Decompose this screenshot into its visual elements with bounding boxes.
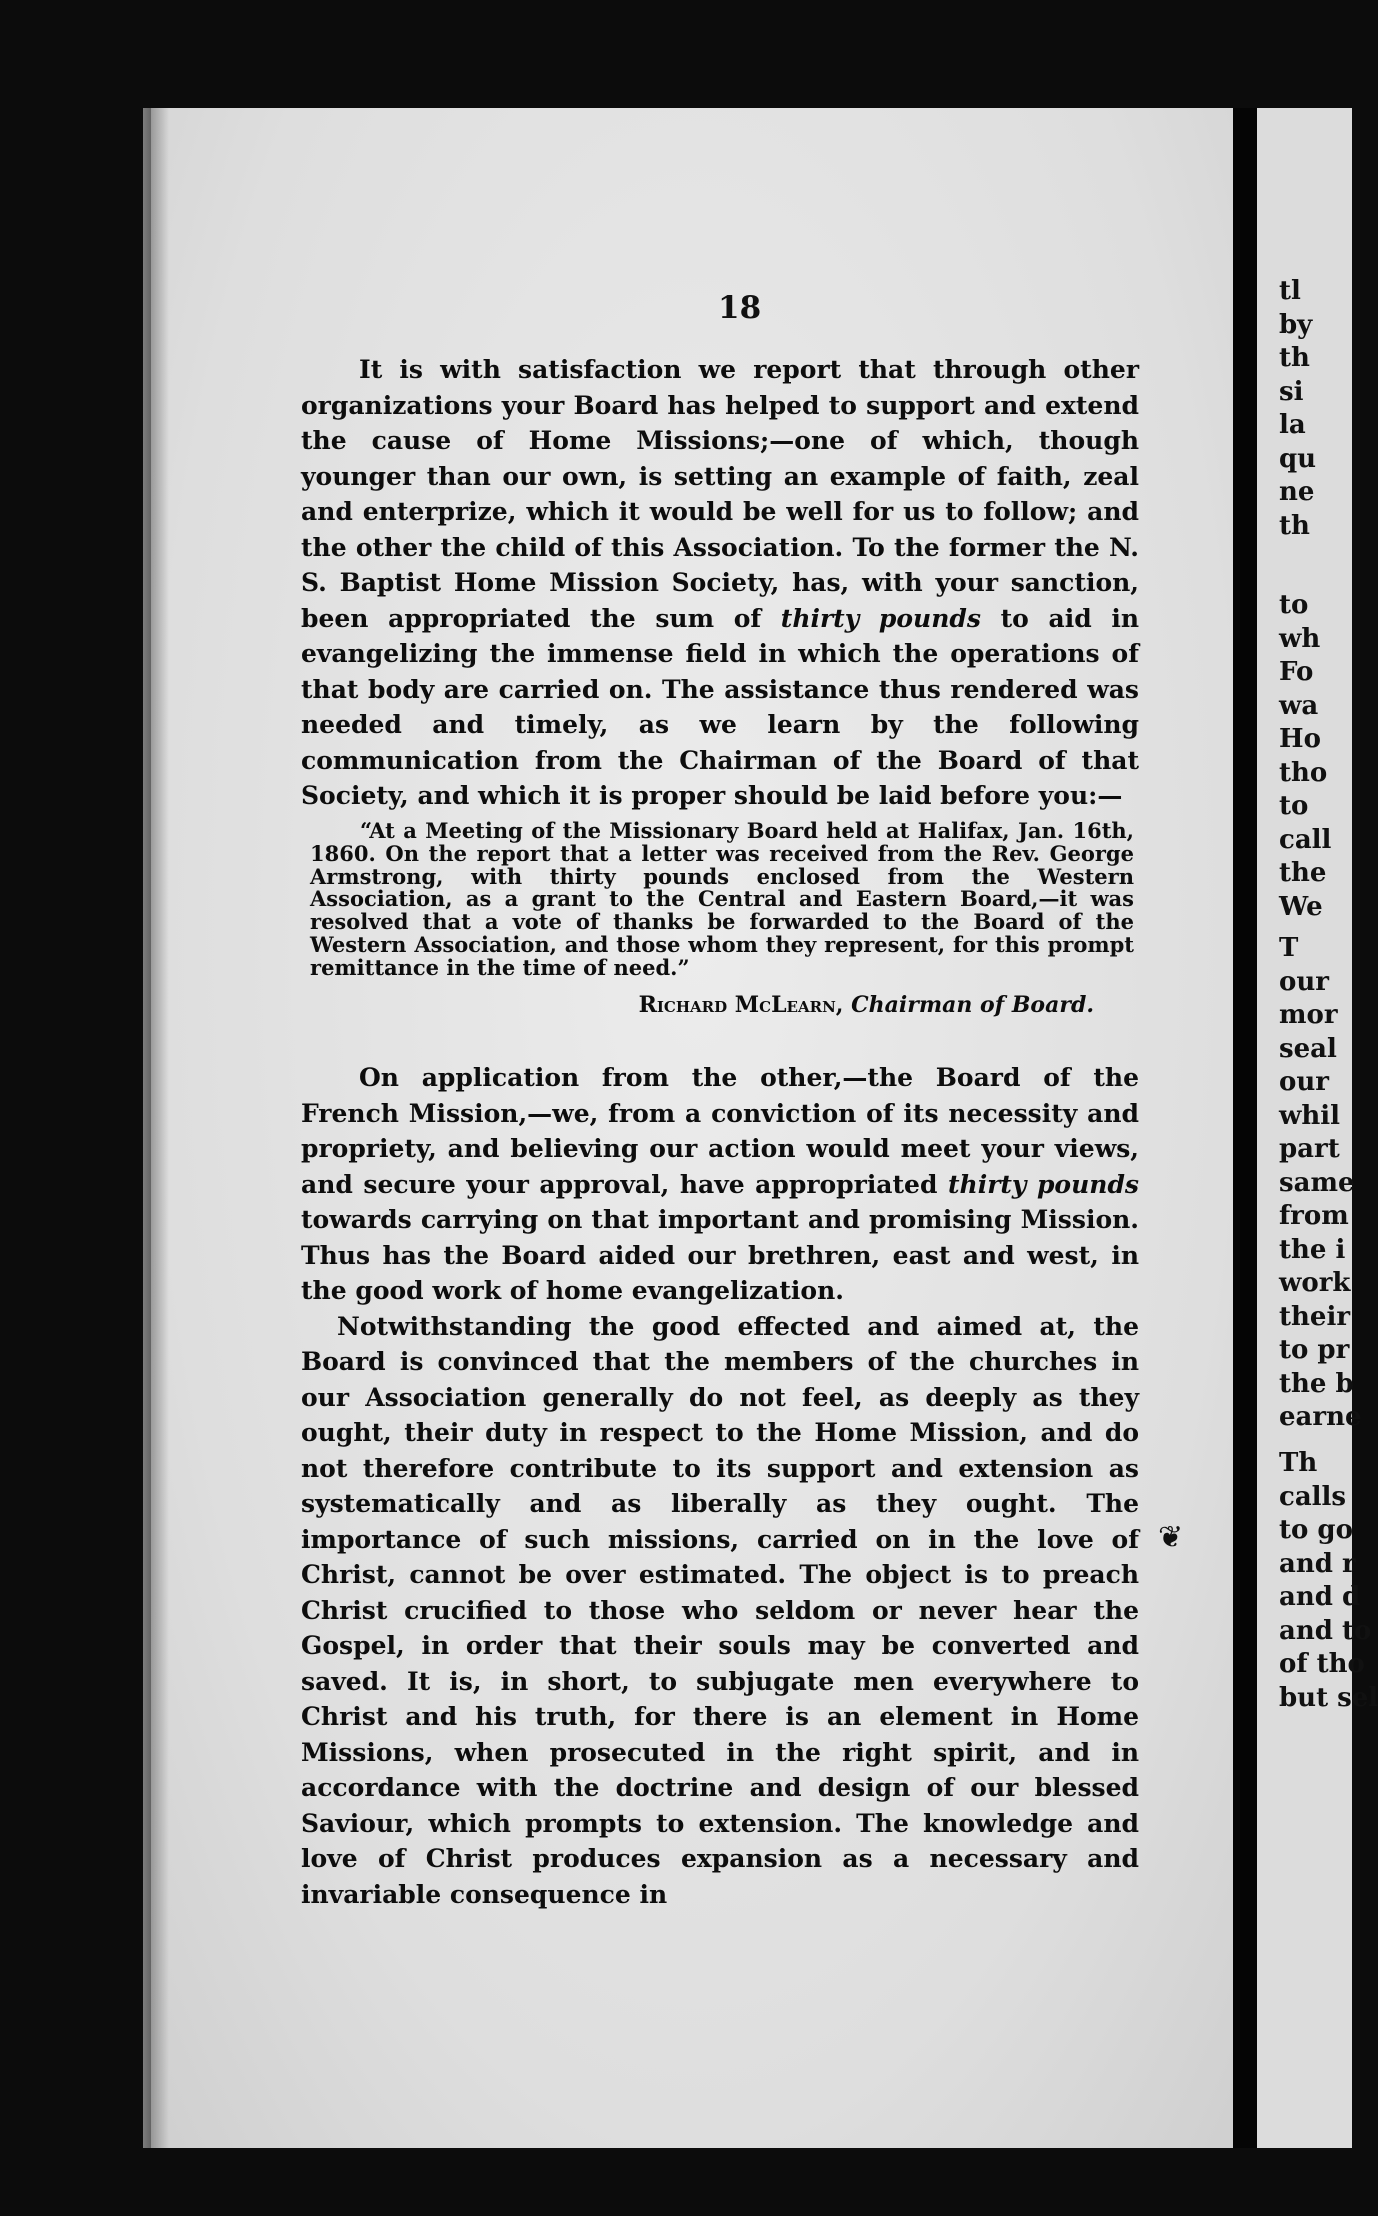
next-page-text-fragment: wh [1279,623,1321,654]
next-page-text-fragment: whil [1279,1100,1341,1131]
next-page-text-fragment: ne [1279,477,1315,507]
book-gutter [1233,108,1257,2148]
next-page-text-fragment: Ho [1279,724,1321,754]
ink-smudge-mark: ❦ [1158,1520,1184,1555]
next-page-text-fragment: and d [1279,1582,1361,1612]
next-page-text-fragment: earne [1279,1402,1362,1432]
next-page-text-fragment: and r [1279,1548,1356,1579]
next-page-text-fragment: by [1279,309,1313,340]
paragraph-text: It is with satisfaction we report that through other organizations your Board has helped to support and extend the cause of Home Missions;—one of which, though younger than our own, is setting an example of faith, zeal and enterprize, which it would be well for us to follow; and the other the child of this Association. To the former the N. S. Baptist Home Mission Society, has, with your sanction, been appropriated the sum of [301,355,1139,633]
next-page-text-fragment: and to [1279,1615,1372,1646]
paragraph-board-report [301,352,1139,814]
next-page-text-fragment: T [1279,933,1299,963]
next-page-text-fragment: si [1279,376,1304,407]
next-page-text-fragment: mor [1279,1000,1338,1030]
next-page-text-fragment: wa [1279,690,1319,721]
paragraph-french-mission [301,1060,1139,1309]
next-page-text-fragment: of tho [1279,1649,1365,1679]
next-page-text-fragment: part [1279,1134,1340,1164]
next-page-text-fragment: to pr [1279,1335,1350,1365]
next-page-text-fragment: tl [1279,276,1301,306]
next-page-text-fragment: but sel [1279,1682,1378,1713]
page-binding-shadow [143,108,169,2148]
signature-name: Richard McLearn, [638,991,844,1018]
next-page-text-fragment: our [1279,966,1329,997]
adjacent-page-edge [1257,108,1378,2148]
next-page-text-fragment: calls [1279,1481,1347,1512]
next-page-text-fragment: la [1279,410,1306,440]
next-page-text-fragment: same [1279,1167,1355,1198]
quoted-resolution-block [310,820,1134,1018]
emphasis-amount: thirty pounds [780,603,981,633]
next-page-text-fragment: to [1279,590,1309,620]
page-number: 18 [718,290,762,326]
next-page-text-fragment: qu [1279,443,1317,474]
next-page-text-fragment: to [1279,791,1309,821]
next-page-text-fragment: seal [1279,1033,1337,1064]
next-page-text-fragment: Fo [1279,657,1314,687]
next-page-text-fragment: work [1279,1268,1351,1298]
next-page-text-fragment: th [1279,343,1310,373]
next-page-text-fragment: We [1279,891,1323,922]
next-page-text-fragment: call [1279,824,1332,855]
page-body-top [301,352,1139,814]
next-page-text-fragment: Th [1279,1448,1318,1478]
next-page-text-fragment: their [1279,1301,1351,1332]
signature-line [310,992,1134,1018]
next-page-text-fragment: to go [1279,1515,1353,1545]
emphasis-amount: thirty pounds [947,1169,1140,1199]
next-page-text-fragment: tho [1279,757,1328,788]
paragraph-home-missions-duty: Notwithstanding the good effected and aimed at, the Board is convinced that the members of the churches in our Association generally do not feel, as deeply as they ought, their duty in respect to the Home Mission, and do not therefore contribute to its support and extension as systematically and as liberally as they ought. The importance of such missions, carried on in the love of Christ, cannot be over estimated. The object is to preach Christ crucified to those who seldom or never hear the Gospel, in order that their souls may be converted and saved. It is, in short, to subjugate men everywhere to Christ and his truth, for there is an element in Home Missions, when prosecuted in the right spirit, and in accordance with the doctrine and design of our blessed Saviour, which prompts to extension. The knowledge and love of Christ produces expansion as a necessary and invariable consequence in [301,1311,1139,1909]
page-body-bottom [301,1060,1139,1912]
next-page-text-fragment: the b [1279,1368,1354,1399]
next-page-text-fragment: th [1279,510,1310,541]
next-page-text-fragment: from [1279,1201,1349,1231]
next-page-text-fragment: the i [1279,1234,1346,1265]
signature-title: Chairman of Board. [851,991,1094,1018]
paragraph-text: to aid in evangelizing the immense field in which the operations of that body are carried on. The assistance thus rendered was needed and timely, as we learn by the following communication from the Chairman of the Board of that Society, and which it is proper should be laid before you:— [301,603,1139,810]
next-page-text-fragment: the [1279,858,1327,888]
paragraph-text: towards carrying on that important and promising Mission. Thus has the Board aided our brethren, east and west, in the good work of home evangelization. [301,1205,1139,1305]
next-page-text-fragment: our [1279,1067,1329,1097]
paragraph-text: On application from the other,—the Board of the French Mission,—we, from a conviction of its necessity and propriety, and believing our action would meet your views, and secure your approval, have appropriated [301,1063,1139,1199]
quoted-resolution: “At a Meeting of the Missionary Board held at Halifax, Jan. 16th, 1860. On the report that a letter was received from the Rev. George Armstrong, with thirty pounds enclosed from the Western Association, as a grant to the Central and Eastern Board,—it was resolved that a vote of thanks be forwarded to the Board of the Western Association, and those whom they represent, for this prompt remittance in the time of need.” [310,818,1134,980]
